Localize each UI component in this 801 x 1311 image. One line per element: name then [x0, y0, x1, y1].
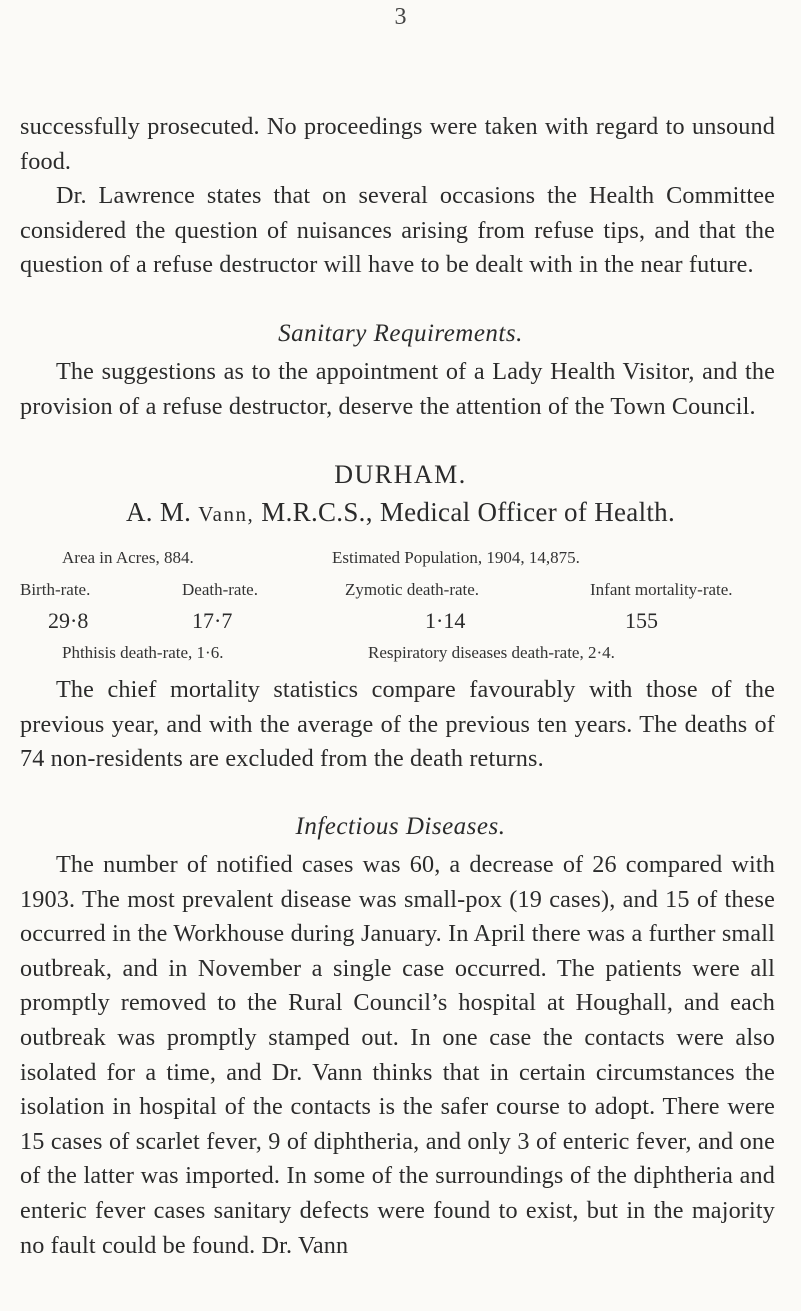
stat-value-death: 17·7	[192, 608, 233, 633]
stat-value-infant: 155	[625, 608, 658, 633]
paragraph-mortality	[20, 673, 775, 777]
district-heading: DURHAM.	[334, 460, 467, 489]
heading-sanitary-requirements: Sanitary Requirements.	[278, 320, 523, 347]
stat-phthisis: Phthisis death-rate, 1·6.	[62, 643, 224, 662]
paragraph-lawrence: Dr. Lawrence states that on several occasions the Health Committee considered the question of nuisances arising from refuse tips, and that the question of a refuse destructor will have to be dealt with in the near future.	[20, 182, 775, 279]
paragraph-sanitary	[20, 355, 775, 424]
heading-infectious-diseases: Infectious Diseases.	[295, 813, 506, 840]
paragraph-notified-cases: The number of notified cases was 60, a decrease of 26 compared with 1903. The most prevalent disease was small-pox (19 cases), and 15 of these occurred in the Workhouse during January. In April there was a further small outbreak, and in November a single case occurred. The patients were all promptly removed to the Rural Council’s hospital at Houghall, and each outbreak was promptly stamped out. In one case the contacts were also isolated for a time, and Dr. Vann thinks that in certain circumstances the isolation in hospital of the contacts is the safer course to adopt. There were 15 cases of scarlet fever, 9 of diphtheria, and only 3 of enteric fever, and one of the latter was imported. In some of the surroundings of the diphtheria and enteric fever cases sanitary defects were found to exist, but in the majority no fault could be found. Dr. Vann	[20, 851, 775, 1259]
stat-respiratory: Respiratory diseases death-rate, 2·4.	[368, 643, 615, 662]
stat-header-zymotic: Zymotic death-rate.	[345, 580, 480, 599]
page-number: 3	[394, 4, 407, 30]
stat-area: Area in Acres, 884.	[62, 548, 194, 567]
paragraph-chief-mortality: The chief mortality statistics compare favourably with those of the previous year, and with the average of the previous ten years. The deaths of 74 non-residents are excluded from the death returns.	[20, 676, 775, 773]
stat-population: Estimated Population, 1904, 14,875.	[332, 548, 580, 567]
stat-header-death: Death-rate.	[182, 580, 258, 599]
officer-initials: A. M.	[125, 497, 192, 527]
stat-value-birth: 29·8	[48, 608, 89, 633]
officer-line	[0, 497, 801, 528]
stat-header-birth: Birth-rate.	[20, 580, 91, 599]
officer-qualification: M.R.C.S.,	[261, 497, 373, 527]
paragraph-continued	[20, 110, 775, 283]
stat-header-infant: Infant mortality-rate.	[590, 580, 733, 599]
stat-value-zymotic: 1·14	[425, 608, 466, 633]
officer-title: Medical Officer of Health.	[379, 497, 676, 527]
officer-surname: Vann,	[198, 502, 255, 526]
paragraph-infectious	[20, 848, 775, 1263]
paragraph-prosecution: successfully prosecuted. No proceedings were taken with regard to unsound food.	[20, 113, 775, 175]
paragraph-suggestions: The suggestions as to the appointment of a Lady Health Visitor, and the provision of a refuse destructor, deserve the attention of the Town Council.	[20, 358, 775, 420]
